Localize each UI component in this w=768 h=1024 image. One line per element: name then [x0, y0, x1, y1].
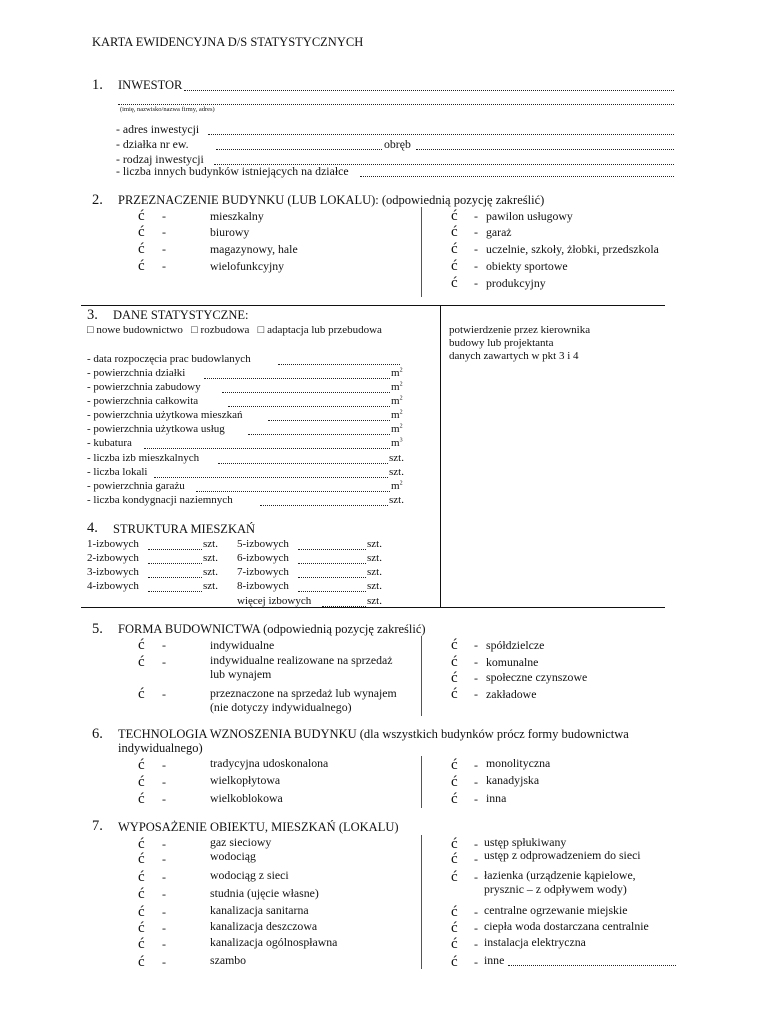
option-label: gaz sieciowy	[210, 835, 272, 849]
dash: -	[474, 259, 478, 273]
option-label: ustęp z odprowadzeniem do sieci	[484, 848, 641, 862]
option-marker-icon[interactable]: ć	[451, 686, 458, 702]
stat-label: - liczba kondygnacji naziemnych	[87, 494, 233, 506]
option-marker-icon[interactable]: ć	[451, 954, 458, 970]
room-count-field[interactable]	[322, 595, 366, 607]
option-marker-icon[interactable]: ć	[138, 869, 145, 885]
option-marker-icon[interactable]: ć	[451, 904, 458, 920]
dash: -	[474, 209, 478, 223]
option-label: wodociąg z sieci	[210, 868, 289, 882]
room-count-label: 7-izbowych	[237, 566, 289, 578]
section-7-number: 7.	[92, 818, 103, 834]
section-6-heading-cont: indywidualnego)	[118, 741, 203, 755]
dash: -	[474, 655, 478, 669]
option-marker-icon[interactable]: ć	[138, 224, 145, 240]
option-marker-icon[interactable]: ć	[138, 836, 145, 852]
unit-label: szt.	[367, 552, 382, 564]
option-marker-icon[interactable]: ć	[138, 791, 145, 807]
dash: -	[162, 792, 166, 806]
section-1-number: 1.	[92, 77, 103, 93]
unit-label: szt.	[203, 566, 218, 578]
option-marker-icon[interactable]: ć	[451, 241, 458, 257]
stat-label: - data rozpoczęcia prac budowlanych	[87, 353, 251, 365]
option-marker-icon[interactable]: ć	[138, 686, 145, 702]
option-label: garaż	[486, 225, 512, 239]
stat-field[interactable]	[228, 395, 390, 407]
option-marker-icon[interactable]: ć	[138, 258, 145, 274]
unit-label: szt.	[367, 566, 382, 578]
option-label: produkcyjny	[486, 276, 546, 290]
box-divider	[440, 305, 441, 607]
start-date-field[interactable]	[278, 353, 400, 365]
unit-label: $m^2$	[391, 423, 403, 435]
unit-label: $m^2$	[391, 480, 403, 492]
option-marker-icon[interactable]: ć	[451, 836, 458, 852]
room-count-label: 3-izbowych	[87, 566, 139, 578]
unit-label: $m^2$	[391, 409, 403, 421]
room-count-field[interactable]	[148, 566, 202, 578]
dash: -	[474, 225, 478, 239]
option-label: szambo	[210, 953, 247, 967]
dash: -	[474, 758, 478, 772]
option-marker-icon[interactable]: ć	[138, 954, 145, 970]
stat-field[interactable]	[204, 367, 390, 379]
option-label: nowe budownictwo	[96, 324, 183, 336]
section-6-number: 6.	[92, 726, 103, 742]
room-count-label: 4-izbowych	[87, 580, 139, 592]
obreb-label: obręb	[384, 137, 411, 151]
unit-label: szt.	[389, 494, 404, 506]
room-count-field[interactable]	[298, 538, 366, 550]
stat-field[interactable]	[144, 437, 390, 449]
option-label: magazynowy, hale	[210, 242, 298, 256]
room-count-field[interactable]	[298, 552, 366, 564]
room-count-label: 6-izbowych	[237, 552, 289, 564]
option-label: wodociąg	[210, 849, 256, 863]
option-label: spółdzielcze	[486, 638, 545, 652]
dash: -	[162, 775, 166, 789]
room-count-field[interactable]	[298, 580, 366, 592]
stat-label: - powierzchnia zabudowy	[87, 381, 201, 393]
option-marker-icon[interactable]: ć	[451, 670, 458, 686]
section-4-heading: STRUKTURA MIESZKAŃ	[113, 522, 256, 536]
field-label: - adres inwestycji	[116, 122, 200, 136]
option-label: społeczne czynszowe	[486, 670, 588, 684]
option-label: łazienka (urządzenie kąpielowe,	[484, 868, 636, 882]
dash: -	[474, 905, 478, 919]
option-label: indywidualne	[210, 638, 275, 652]
room-count-field[interactable]	[148, 552, 202, 564]
option-label: wielkoblokowa	[210, 791, 283, 805]
dash: -	[162, 209, 166, 223]
option-marker-icon[interactable]: ć	[451, 869, 458, 885]
option-marker-icon[interactable]: ć	[138, 936, 145, 952]
option-marker-icon[interactable]: ć	[451, 757, 458, 773]
column-divider	[421, 207, 422, 297]
section-7-heading: WYPOSAŻENIE OBIEKTU, MIESZKAŃ (LOKALU)	[118, 820, 399, 834]
stat-label: - liczba lokali	[87, 466, 148, 478]
section-5-heading: FORMA BUDOWNICTWA (odpowiednią pozycję zakreślić)	[118, 622, 426, 636]
option-marker-icon[interactable]: ć	[451, 654, 458, 670]
stat-label: - powierzchnia użytkowa usług	[87, 423, 225, 435]
stat-field[interactable]	[154, 466, 388, 478]
dash: -	[162, 887, 166, 901]
column-divider	[421, 835, 422, 969]
option-label: tradycyjna udoskonalona	[210, 756, 329, 770]
dash: -	[474, 638, 478, 652]
stat-label: - liczba izb mieszkalnych	[87, 452, 200, 464]
investor-field[interactable]	[184, 78, 674, 91]
field-label: - działka nr ew.	[116, 137, 189, 151]
option-label: centralne ogrzewanie miejskie	[484, 903, 628, 917]
option-marker-icon[interactable]: ć	[451, 208, 458, 224]
section-4-number: 4.	[87, 520, 98, 536]
option-marker-icon[interactable]: ć	[138, 241, 145, 257]
unit-label: $m^3$	[391, 437, 403, 449]
dash: -	[474, 276, 478, 290]
option-label: uczelnie, szkoły, żłobki, przedszkola	[486, 242, 659, 256]
box-top-border	[81, 305, 665, 306]
section-2-heading: PRZEZNACZENIE BUDYNKU (LUB LOKALU): (odpowiednią pozycję zakreślić)	[118, 193, 545, 207]
checkbox-adaptation[interactable]: □	[257, 324, 265, 336]
section-2-number: 2.	[92, 192, 103, 208]
dash: -	[162, 905, 166, 919]
dash: -	[474, 687, 478, 701]
dash: -	[474, 937, 478, 951]
option-label: rozbudowa	[200, 324, 250, 336]
dash: -	[162, 259, 166, 273]
checkbox-new-build[interactable]: □	[87, 324, 94, 336]
other-equipment-field[interactable]	[508, 953, 676, 966]
document-title: KARTA EWIDENCYJNA D/S STATYSTYCZNYCH	[92, 35, 364, 49]
column-divider	[421, 756, 422, 808]
option-label: biurowy	[210, 225, 250, 239]
unit-label: szt.	[367, 595, 382, 607]
option-label: obiekty sportowe	[486, 259, 568, 273]
option-marker-icon[interactable]: ć	[451, 258, 458, 274]
option-label-cont: lub wynajem	[210, 667, 272, 681]
unit-label: szt.	[367, 580, 382, 592]
address-field[interactable]	[208, 122, 674, 135]
stat-label: - kubatura	[87, 437, 132, 449]
option-label: monolityczna	[486, 756, 551, 770]
dash: -	[474, 671, 478, 685]
option-label: ciepła woda dostarczana centralnie	[484, 919, 649, 933]
room-count-label: 2-izbowych	[87, 552, 139, 564]
option-marker-icon[interactable]: ć	[451, 920, 458, 936]
option-marker-icon[interactable]: ć	[451, 275, 458, 291]
dash: -	[162, 852, 166, 866]
option-label: kanalizacja ogólnospławna	[210, 935, 338, 949]
box-bottom-border	[81, 607, 665, 608]
dash: -	[474, 955, 478, 969]
dash: -	[474, 242, 478, 256]
option-label: adaptacja lub przebudowa	[267, 324, 382, 336]
unit-label: szt.	[389, 452, 404, 464]
dash: -	[162, 870, 166, 884]
investor-note: (imię, nazwisko/nazwa firmy, adres)	[120, 106, 215, 113]
option-label: studnia (ujęcie własne)	[210, 886, 319, 900]
option-label: pawilon usługowy	[486, 209, 573, 223]
option-marker-icon[interactable]: ć	[451, 637, 458, 653]
option-label: kanalizacja deszczowa	[210, 919, 318, 933]
option-marker-icon[interactable]: ć	[138, 886, 145, 902]
other-buildings-field[interactable]	[360, 164, 674, 177]
dash: -	[162, 638, 166, 652]
option-label: wielkopłytowa	[210, 773, 281, 787]
option-marker-icon[interactable]: ć	[451, 851, 458, 867]
option-marker-icon[interactable]: ć	[138, 654, 145, 670]
option-label: zakładowe	[486, 687, 537, 701]
unit-label: $m^2$	[391, 367, 403, 379]
dash: -	[474, 837, 478, 851]
stat-field[interactable]	[218, 452, 388, 464]
option-marker-icon[interactable]: ć	[138, 757, 145, 773]
dash: -	[474, 852, 478, 866]
section-6-heading: TECHNOLOGIA WZNOSZENIA BUDYNKU (dla wszystkich budynków prócz formy budownictwa	[118, 727, 629, 741]
room-count-field[interactable]	[148, 538, 202, 550]
option-label: przeznaczone na sprzedaż lub wynajem	[210, 686, 397, 700]
section-1-heading: INWESTOR	[118, 78, 183, 92]
dash: -	[162, 655, 166, 669]
section-3-heading: DANE STATYSTYCZNE:	[113, 308, 249, 322]
option-marker-icon[interactable]: ć	[451, 224, 458, 240]
option-label: kanadyjska	[486, 773, 540, 787]
section-5-number: 5.	[92, 621, 103, 637]
stat-field[interactable]	[196, 480, 390, 492]
option-marker-icon[interactable]: ć	[138, 637, 145, 653]
field-label: - liczba innych budynków istniejących na działce	[116, 164, 349, 178]
room-count-label: więcej izbowych	[237, 595, 312, 607]
plot-number-field[interactable]	[216, 137, 382, 150]
option-label: wielofunkcyjny	[210, 259, 285, 273]
option-label: komunalne	[486, 655, 539, 669]
investor-field-2[interactable]	[118, 92, 674, 105]
unit-label: szt.	[203, 538, 218, 550]
room-count-label: 5-izbowych	[237, 538, 289, 550]
option-label: mieszkalny	[210, 209, 264, 223]
dash: -	[162, 937, 166, 951]
unit-label: szt.	[203, 580, 218, 592]
option-label: kanalizacja sanitarna	[210, 903, 309, 917]
dash: -	[162, 758, 166, 772]
dash: -	[474, 870, 478, 884]
unit-label: $m^2$	[391, 395, 403, 407]
confirmation-line: danych zawartych w pkt 3 i 4	[449, 350, 579, 362]
stat-label: - powierzchnia działki	[87, 367, 186, 379]
stat-label: - powierzchnia użytkowa mieszkań	[87, 409, 243, 421]
option-label: inne	[484, 953, 505, 967]
room-count-label: 1-izbowych	[87, 538, 139, 550]
dash: -	[162, 242, 166, 256]
option-label: inna	[486, 791, 507, 805]
stat-field[interactable]	[222, 381, 390, 393]
room-count-field[interactable]	[148, 580, 202, 592]
stat-label: - powierzchnia całkowita	[87, 395, 199, 407]
option-marker-icon[interactable]: ć	[138, 851, 145, 867]
stat-field[interactable]	[268, 409, 390, 421]
field-label: - rodzaj inwestycji	[116, 152, 204, 166]
dash: -	[474, 775, 478, 789]
construction-type-options	[87, 324, 382, 336]
room-count-field[interactable]	[298, 566, 366, 578]
unit-label: szt.	[203, 552, 218, 564]
option-label: ustęp spłukiwany	[484, 835, 567, 849]
option-marker-icon[interactable]: ć	[451, 774, 458, 790]
unit-label: $m^2$	[391, 381, 403, 393]
dash: -	[162, 955, 166, 969]
option-label-cont: (nie dotyczy indywidualnego)	[210, 700, 352, 714]
dash: -	[474, 921, 478, 935]
option-marker-icon[interactable]: ć	[138, 920, 145, 936]
column-divider	[421, 636, 422, 716]
option-label: instalacja elektryczna	[484, 935, 586, 949]
option-marker-icon[interactable]: ć	[138, 208, 145, 224]
room-count-label: 8-izbowych	[237, 580, 289, 592]
dash: -	[162, 921, 166, 935]
dash: -	[162, 687, 166, 701]
dash: -	[474, 792, 478, 806]
confirmation-line: budowy lub projektanta	[449, 337, 554, 349]
confirmation-line: potwierdzenie przez kierownika	[449, 324, 591, 336]
unit-label: szt.	[389, 466, 404, 478]
section-3-number: 3.	[87, 307, 98, 323]
dash: -	[162, 225, 166, 239]
option-marker-icon[interactable]: ć	[138, 904, 145, 920]
unit-label: szt.	[367, 538, 382, 550]
option-label: indywidualne realizowane na sprzedaż	[210, 653, 393, 667]
stat-field[interactable]	[260, 494, 388, 506]
checkbox-extension[interactable]: □	[191, 324, 198, 336]
option-marker-icon[interactable]: ć	[451, 936, 458, 952]
stat-label: - powierzchnia garażu	[87, 480, 185, 492]
stat-field[interactable]	[248, 423, 390, 435]
dash: -	[162, 837, 166, 851]
option-marker-icon[interactable]: ć	[451, 791, 458, 807]
option-marker-icon[interactable]: ć	[138, 774, 145, 790]
option-label-cont: prysznic – z odpływem wody)	[484, 882, 627, 896]
obreb-field[interactable]	[416, 137, 674, 150]
